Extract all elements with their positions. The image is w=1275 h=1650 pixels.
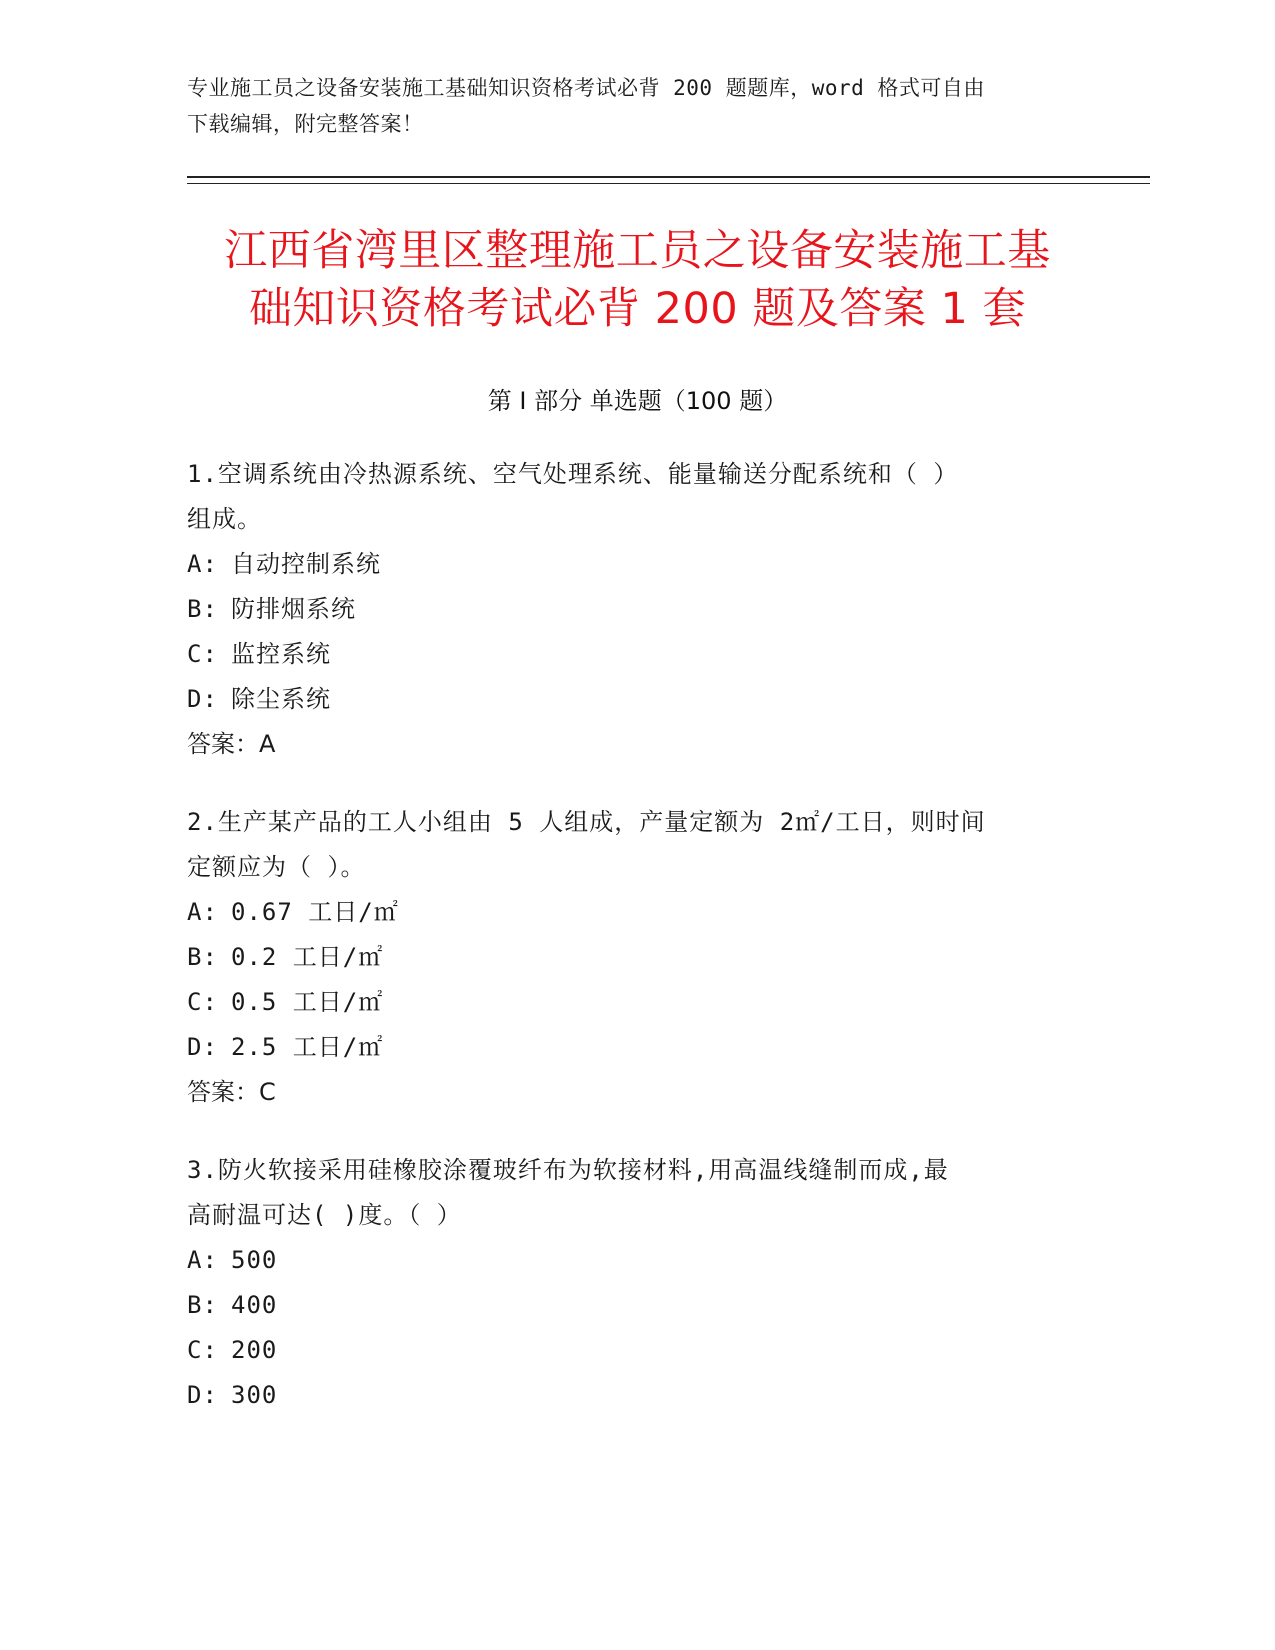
option-a [187, 542, 1087, 587]
option-letter: C: [187, 640, 218, 668]
option-c [187, 632, 1087, 677]
option-letter: A: [187, 550, 218, 578]
section-title: 第 I 部分 单选题（100 题） [487, 387, 788, 415]
option-c [187, 980, 1087, 1025]
option-letter: B: [187, 943, 218, 971]
question-stem-continued: 组成。 [187, 505, 262, 533]
option-a [187, 1238, 1087, 1283]
question-stem-continued: 定额应为（ ）。 [187, 853, 366, 881]
option-text: 防排烟系统 [231, 595, 356, 623]
question-stem: 3.防火软接采用硅橡胶涂覆玻纤布为软接材料,用高温线缝制而成,最 [187, 1156, 949, 1184]
option-b [187, 1283, 1087, 1328]
document-title-line-2: 础知识资格考试必背 200 题及答案 1 套 [248, 284, 1027, 334]
option-d [187, 1025, 1087, 1070]
option-text: 监控系统 [231, 640, 331, 668]
option-a [187, 890, 1087, 935]
option-text: 自动控制系统 [231, 550, 381, 578]
option-b [187, 935, 1087, 980]
option-text: 400 [231, 1291, 278, 1319]
option-text: 0.2 工日/㎡ [231, 943, 384, 971]
option-letter: B: [187, 595, 218, 623]
option-text: 300 [231, 1381, 278, 1409]
option-text: 500 [231, 1246, 278, 1274]
option-letter: A: [187, 898, 218, 926]
header-divider-thick [187, 176, 1150, 178]
header-divider-thin [187, 183, 1150, 184]
answer-line: 答案：A [187, 730, 276, 758]
question-stem-continued: 高耐温可达( )度。（ ） [187, 1201, 462, 1229]
option-text: 0.67 工日/㎡ [231, 898, 399, 926]
question-stem: 1.空调系统由冷热源系统、空气处理系统、能量输送分配系统和（ ） [187, 460, 959, 488]
option-d [187, 1373, 1087, 1418]
question-1 [187, 452, 1087, 767]
option-d [187, 677, 1087, 722]
option-letter: D: [187, 1381, 218, 1409]
option-b [187, 587, 1087, 632]
header-note-line-1: 专业施工员之设备安装施工基础知识资格考试必背 200 题题库，word 格式可自由 [187, 76, 985, 100]
answer-line: 答案：C [187, 1078, 276, 1106]
option-letter: D: [187, 685, 218, 713]
option-letter: C: [187, 988, 218, 1016]
option-text: 2.5 工日/㎡ [231, 1033, 384, 1061]
option-text: 200 [231, 1336, 278, 1364]
document-title [160, 222, 1115, 338]
option-letter: D: [187, 1033, 218, 1061]
option-letter: A: [187, 1246, 218, 1274]
option-letter: C: [187, 1336, 218, 1364]
document-title-line-1: 江西省湾里区整理施工员之设备安装施工基 [224, 226, 1051, 276]
question-2 [187, 800, 1087, 1115]
option-letter: B: [187, 1291, 218, 1319]
option-text: 除尘系统 [231, 685, 331, 713]
question-stem: 2.生产某产品的工人小组由 5 人组成，产量定额为 2㎡/工日，则时间 [187, 808, 986, 836]
option-c [187, 1328, 1087, 1373]
option-text: 0.5 工日/㎡ [231, 988, 384, 1016]
header-note-line-2: 下载编辑，附完整答案！ [187, 112, 424, 136]
question-3 [187, 1148, 1087, 1418]
header-note [187, 70, 1087, 142]
